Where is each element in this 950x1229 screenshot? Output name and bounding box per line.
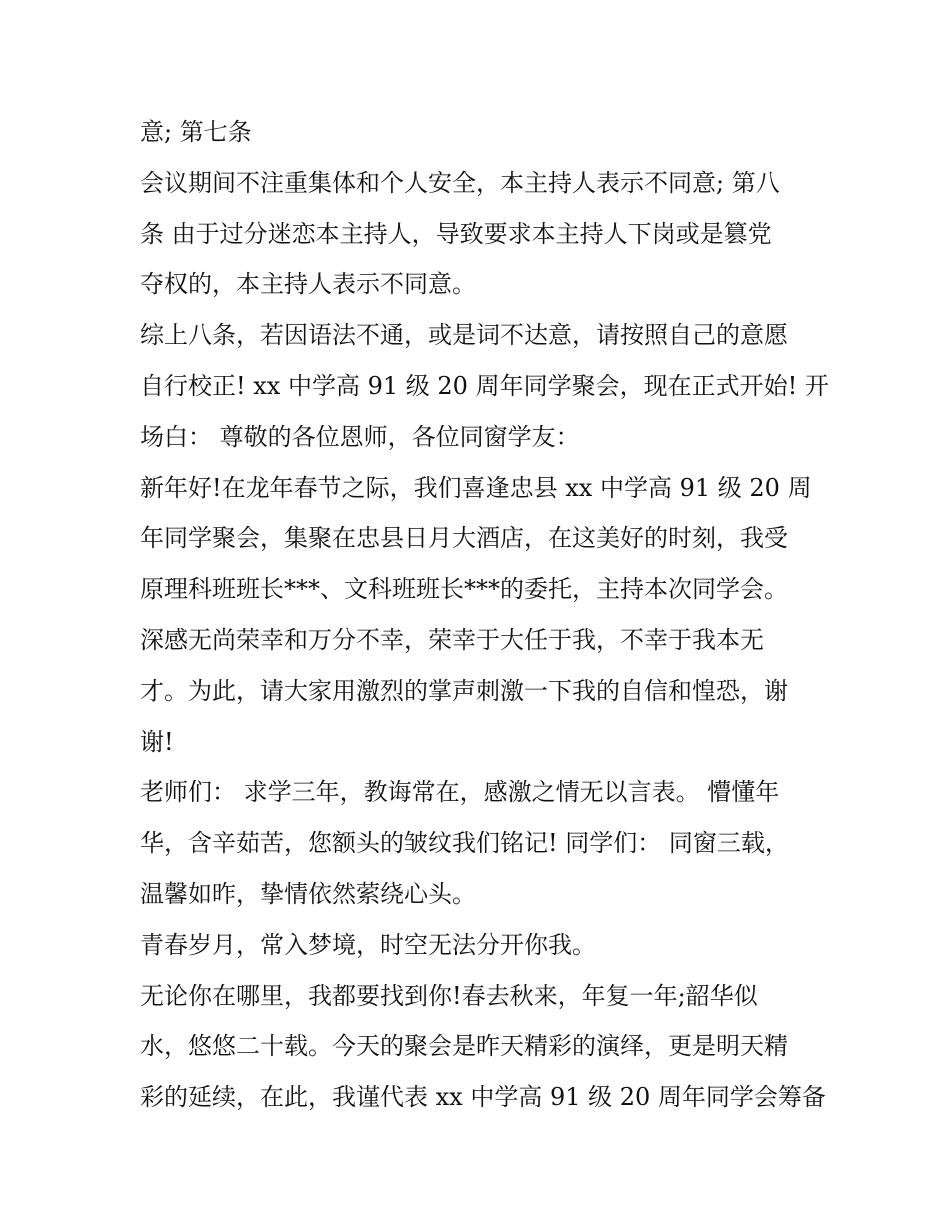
- text-line: 意; 第七条: [140, 118, 252, 146]
- text-line: 原理科班班长***、文科班班长***的委托，主持本次同学会。: [140, 575, 788, 604]
- text-line: 彩的延续，在此，我谨代表 xx 中学高 91 级 20 周年同学会筹备: [140, 1083, 826, 1112]
- text-line: 深感无尚荣幸和万分不幸，荣幸于大任于我，不幸于我本无: [140, 625, 764, 654]
- text-line: 新年好!在龙年春节之际，我们喜逢忠县 xx 中学高 91 级 20 周: [140, 473, 812, 502]
- text-line: 场白： 尊敬的各位恩师，各位同窗学友：: [140, 422, 580, 451]
- text-line: 青春岁月，常入梦境，时空无法分开你我。: [140, 930, 596, 959]
- text-line: 谢!: [140, 727, 174, 756]
- text-line: 无论你在哪里，我都要找到你!春去秋来，年复一年;韶华似: [140, 981, 758, 1010]
- text-line: 条 由于过分迷恋本主持人，导致要求本主持人下岗或是篡党: [140, 219, 772, 248]
- text-line: 温馨如昨，挚情依然萦绕心头。: [140, 879, 476, 908]
- text-line: 会议期间不注重集体和个人安全，本主持人表示不同意; 第八: [140, 168, 780, 197]
- text-line: 年同学聚会，集聚在忠县日月大酒店，在这美好的时刻，我受: [140, 524, 788, 553]
- document-body: [140, 107, 829, 1123]
- text-line: 综上八条，若因语法不通，或是词不达意，请按照自己的意愿: [140, 321, 788, 350]
- text-line: 夺权的，本主持人表示不同意。: [140, 270, 476, 299]
- text-line: 自行校正! xx 中学高 91 级 20 周年同学聚会，现在正式开始! 开: [140, 371, 829, 400]
- text-line: 水，悠悠二十载。今天的聚会是昨天精彩的演绎，更是明天精: [140, 1032, 788, 1061]
- text-line: 才。为此，请大家用激烈的掌声刺激一下我的自信和惶恐，谢: [140, 676, 788, 705]
- text-line: 华，含辛茹苦，您额头的皱纹我们铭记! 同学们： 同窗三载，: [140, 829, 789, 858]
- text-line: 老师们： 求学三年，教诲常在，感激之情无以言表。 懵懂年: [140, 778, 780, 807]
